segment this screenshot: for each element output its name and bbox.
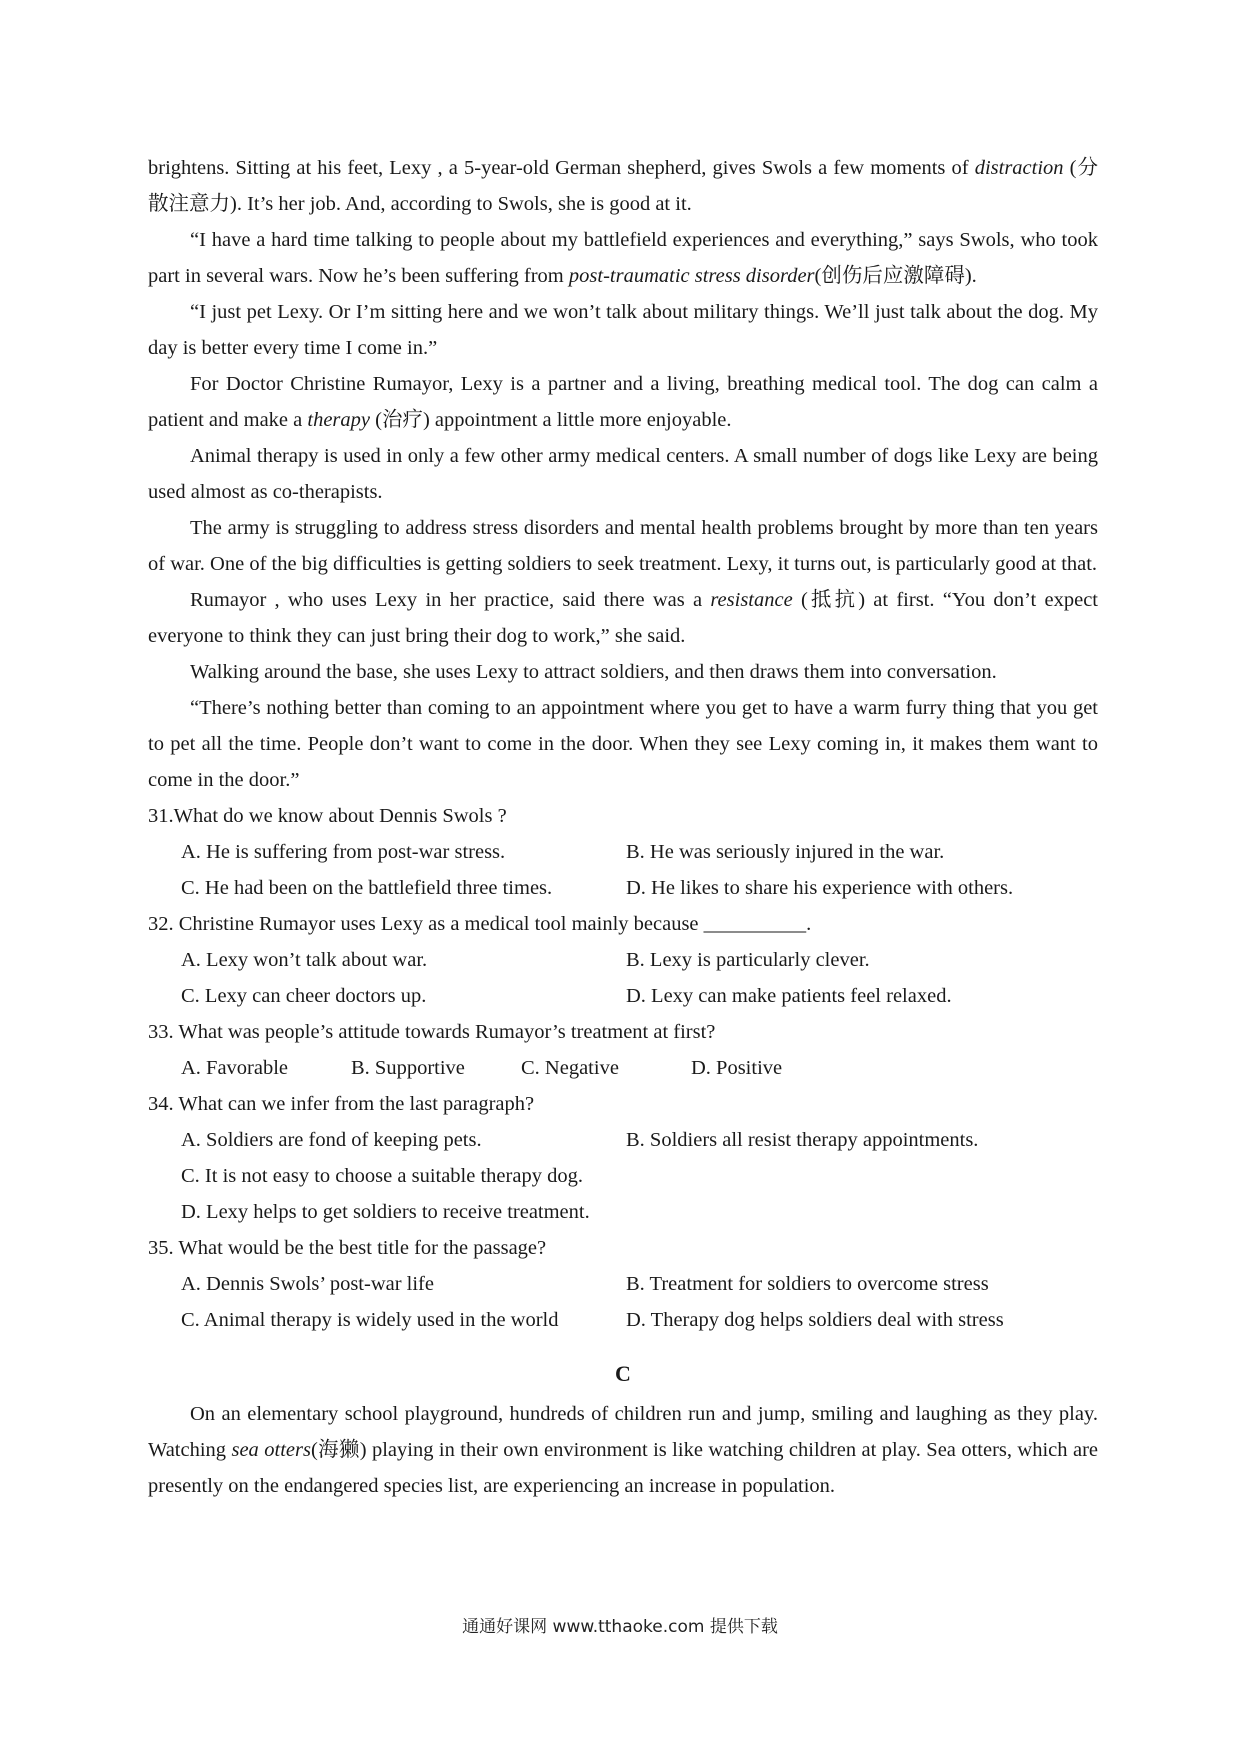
question-stem: 32. Christine Rumayor uses Lexy as a medical tool mainly because __________.	[148, 913, 812, 935]
text-span: (创伤后应激障碍).	[814, 265, 977, 287]
passage-b-paragraph-8: Walking around the base, she uses Lexy to attract soldiers, and then draws them into conversation.	[190, 661, 997, 683]
section-c-heading: C	[615, 1361, 631, 1386]
option-c[interactable]: C. Animal therapy is widely used in the world	[181, 1309, 559, 1331]
text-span: Rumayor , who uses Lexy in her practice, said there was a	[190, 589, 711, 611]
passage-b-paragraph-5: Animal therapy is used in only a few other army medical centers. A small number of dogs like Lexy are being used almost as co-therapists.	[148, 445, 1098, 503]
question-34	[148, 1086, 1098, 1230]
option-a[interactable]: A. Soldiers are fond of keeping pets.	[181, 1129, 482, 1151]
option-b[interactable]: B. Lexy is particularly clever.	[626, 949, 870, 971]
option-c[interactable]: C. Negative	[521, 1057, 619, 1079]
option-a[interactable]: A. He is suffering from post-war stress.	[181, 841, 506, 863]
question-stem: 31.What do we know about Dennis Swols ?	[148, 805, 507, 827]
option-b[interactable]: B. Supportive	[351, 1057, 465, 1079]
page-footer: 通通好课网 www.tthaoke.com 提供下载	[462, 1617, 778, 1637]
option-a[interactable]: A. Favorable	[181, 1057, 289, 1079]
term-italic: resistance	[710, 589, 793, 611]
passage-b-paragraph-1	[148, 150, 1098, 222]
question-33	[148, 1014, 1098, 1086]
text-span: brightens. Sitting at his feet, Lexy , a 5-year-old German shepherd, gives Swols a few moments of	[148, 157, 975, 179]
option-d[interactable]: D. Lexy can make patients feel relaxed.	[626, 985, 952, 1007]
question-stem: 34. What can we infer from the last paragraph?	[148, 1093, 535, 1115]
text-span: On an elementary school playground, hundreds of children run and jump, smiling and laughing as they play. Watching	[148, 1403, 1098, 1461]
option-a[interactable]: A. Lexy won’t talk about war.	[181, 949, 428, 971]
passage-b-paragraph-2	[148, 222, 1098, 294]
option-d[interactable]: D. Lexy helps to get soldiers to receive treatment.	[181, 1201, 590, 1223]
option-d[interactable]: D. He likes to share his experience with others.	[626, 877, 1014, 899]
text-span: “I have a hard time talking to people about my battlefield experiences and everything,” says Swols, who took part in several wars. Now he’s been suffering from	[148, 229, 1098, 287]
passage-b-paragraph-9: “There’s nothing better than coming to an appointment where you get to have a warm furry thing that you get to pet all the time. People don’t want to come in the door. When they see Lexy coming in, it makes them want to come in the door.”	[148, 697, 1098, 791]
question-31	[148, 798, 1098, 906]
text-span: For Doctor Christine Rumayor, Lexy is a partner and a living, breathing medical tool. The dog can calm a patient and make a	[148, 373, 1098, 431]
passage-b-paragraph-6: The army is struggling to address stress disorders and mental health problems brought by more than ten years of war. One of the big difficulties is getting soldiers to seek treatment. Lexy, it turns out, is particularly good at that.	[148, 517, 1098, 575]
option-b[interactable]: B. Soldiers all resist therapy appointments.	[626, 1129, 979, 1151]
option-b[interactable]: B. Treatment for soldiers to overcome stress	[626, 1273, 989, 1295]
term-italic: therapy	[307, 409, 371, 431]
passage-b-paragraph-7	[148, 582, 1098, 654]
text-span: (抵抗) at first. “You don’t expect everyone to think they can just bring their dog to work,” she said.	[148, 589, 1099, 647]
term-italic: sea otters	[231, 1439, 311, 1461]
option-c[interactable]: C. He had been on the battlefield three times.	[181, 877, 553, 899]
question-35	[148, 1230, 1098, 1338]
option-b[interactable]: B. He was seriously injured in the war.	[626, 841, 945, 863]
text-span: (海獭) playing in their own environment is like watching children at play. Sea otters, which are presently on the endangered species list, are experiencing an increase in population.	[148, 1439, 1098, 1497]
option-d[interactable]: D. Positive	[691, 1057, 783, 1079]
option-c[interactable]: C. Lexy can cheer doctors up.	[181, 985, 427, 1007]
question-stem: 33. What was people’s attitude towards Rumayor’s treatment at first?	[148, 1021, 716, 1043]
question-stem: 35. What would be the best title for the passage?	[148, 1237, 547, 1259]
passage-b-paragraph-4	[148, 366, 1098, 438]
section-c-paragraph-1	[148, 1396, 1098, 1504]
term-italic: post-traumatic stress disorder	[568, 265, 815, 287]
page-content	[148, 150, 1098, 1504]
term-italic: distraction	[974, 157, 1064, 179]
option-a[interactable]: A. Dennis Swols’ post-war life	[181, 1273, 434, 1295]
text-span: (治疗) appointment a little more enjoyable.	[370, 409, 732, 431]
option-d[interactable]: D. Therapy dog helps soldiers deal with stress	[626, 1309, 1004, 1331]
passage-b-paragraph-3: “I just pet Lexy. Or I’m sitting here and we won’t talk about military things. We’ll just talk about the dog. My day is better every time I come in.”	[148, 301, 1098, 359]
text-span: (分散注意力). It’s her job. And, according to Swols, she is good at it.	[148, 157, 1098, 215]
question-32	[148, 906, 1098, 1014]
option-c[interactable]: C. It is not easy to choose a suitable therapy dog.	[181, 1165, 583, 1187]
